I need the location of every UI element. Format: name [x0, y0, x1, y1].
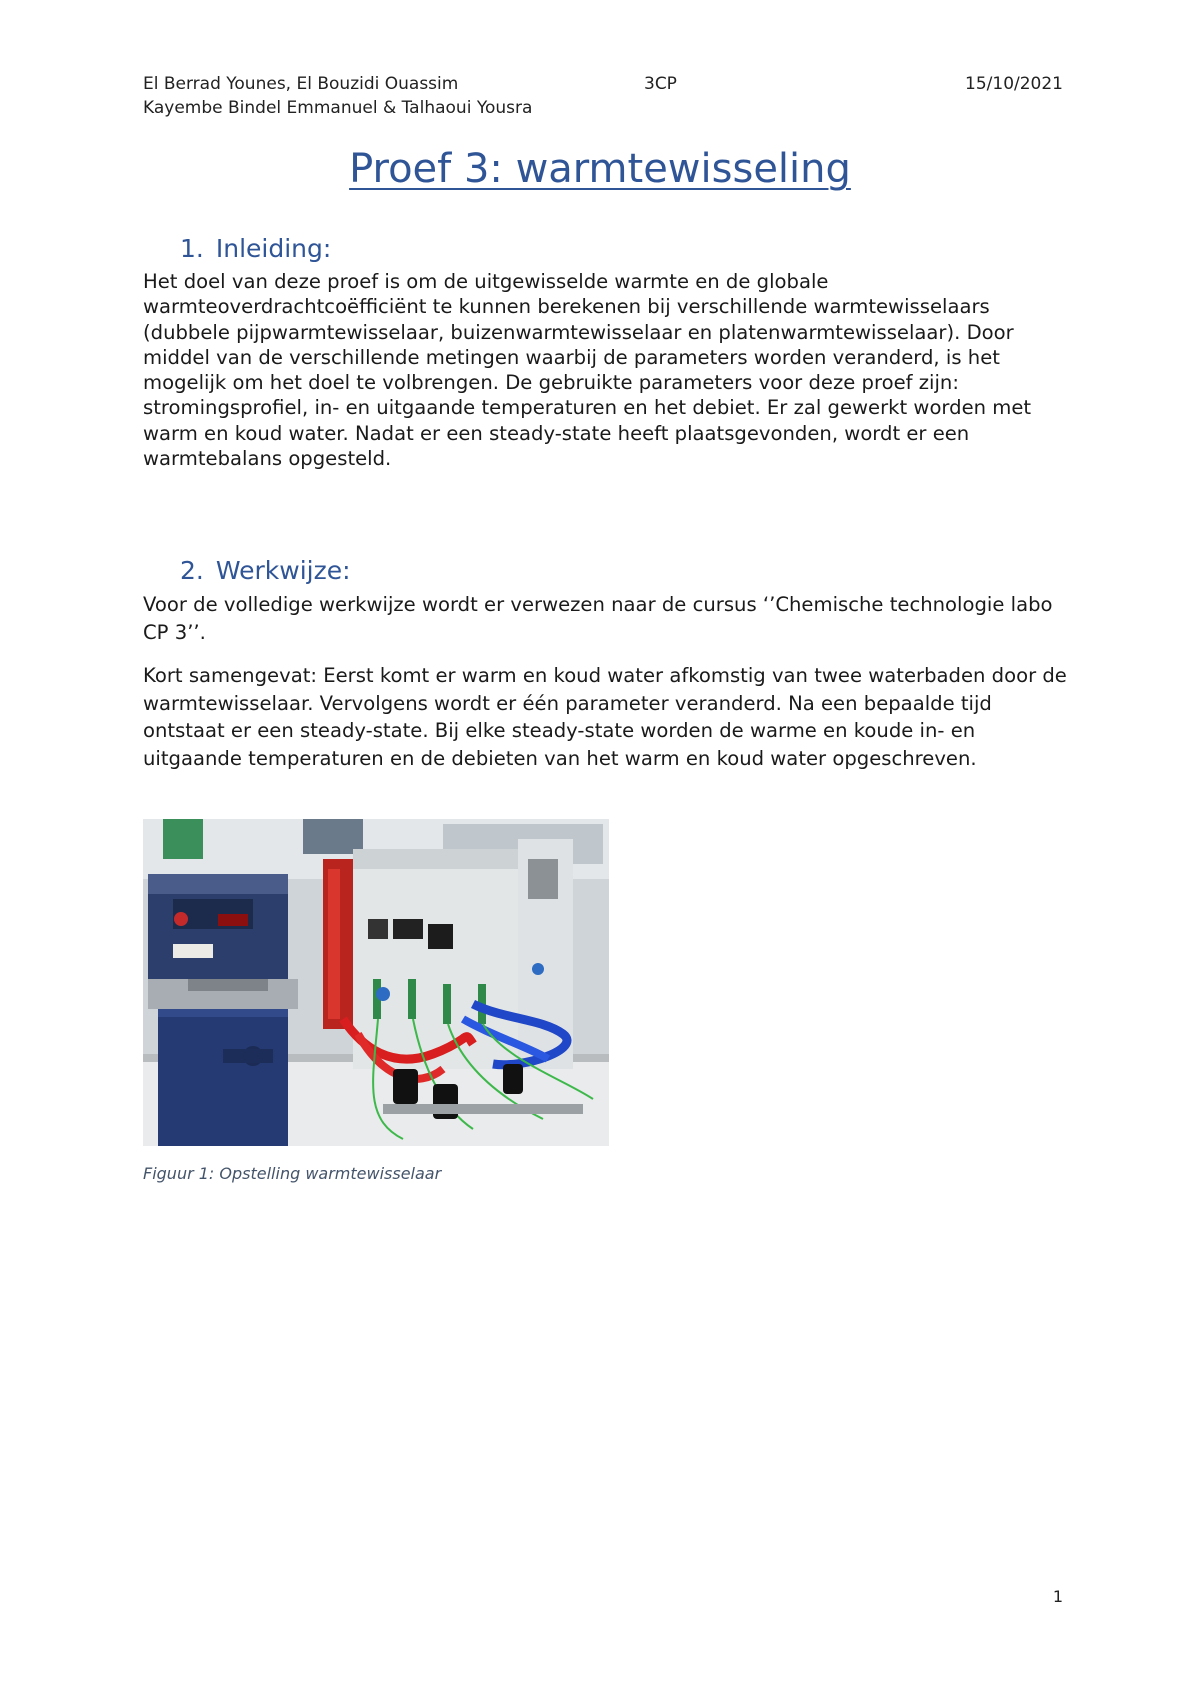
section-heading-inleiding	[180, 234, 331, 263]
header-date: 15/10/2021	[965, 74, 1063, 94]
page-title: Proef 3: warmtewisseling	[349, 146, 851, 192]
section-heading-werkwijze	[180, 556, 351, 585]
paragraph-inleiding: Het doel van deze proef is om de uitgewisselde warmte en de globale warmteoverdrachtcoëfficiënt te kunnen berekenen bij verschillende warmtewisselaars (dubbele pijpwarmtewisselaar, buizenwarmtewisselaar en platenwarmtewisselaar). Door middel van de verschillende metingen waarbij de parameters worden veranderd, is het mogelijk om het doel te volbrengen. De gebruikte parameters voor deze proef zijn: stromingsprofiel, in- en uitgaande temperaturen en het debiet. Er zal gewerkt worden met warm en koud water. Nadat er een steady-state heeft plaatsgevonden, wordt er een warmtebalans opgesteld.	[143, 270, 1032, 471]
header-class: 3CP	[644, 74, 677, 94]
section-heading-text: Werkwijze:	[215, 556, 351, 585]
page-number: 1	[1052, 1587, 1063, 1606]
section-heading-text: Inleiding:	[215, 234, 332, 263]
figure-caption: Figuur 1: Opstelling warmtewisselaar	[143, 1164, 442, 1183]
paragraph-werkwijze-reference: Voor de volledige werkwijze wordt er verwezen naar de cursus ‘’Chemische technologie labo CP 3’’.	[143, 593, 1053, 644]
figure-photo-heat-exchanger-setup	[143, 819, 609, 1146]
header-authors-line1: El Berrad Younes, El Bouzidi Ouassim	[143, 74, 459, 94]
section-number: 2.	[180, 556, 204, 585]
header-authors-line2: Kayembe Bindel Emmanuel & Talhaoui Yousra	[143, 98, 533, 118]
section-number: 1.	[180, 234, 204, 263]
paragraph-werkwijze-summary: Kort samengevat: Eerst komt er warm en koud water afkomstig van twee waterbaden door de warmtewisselaar. Vervolgens wordt er één parameter veranderd. Na een bepaalde tijd ontstaat er een steady-state. Bij elke steady-state worden de warme en koude in- en uitgaande temperaturen en de debieten van het warm en koud water opgeschreven.	[143, 664, 1067, 770]
